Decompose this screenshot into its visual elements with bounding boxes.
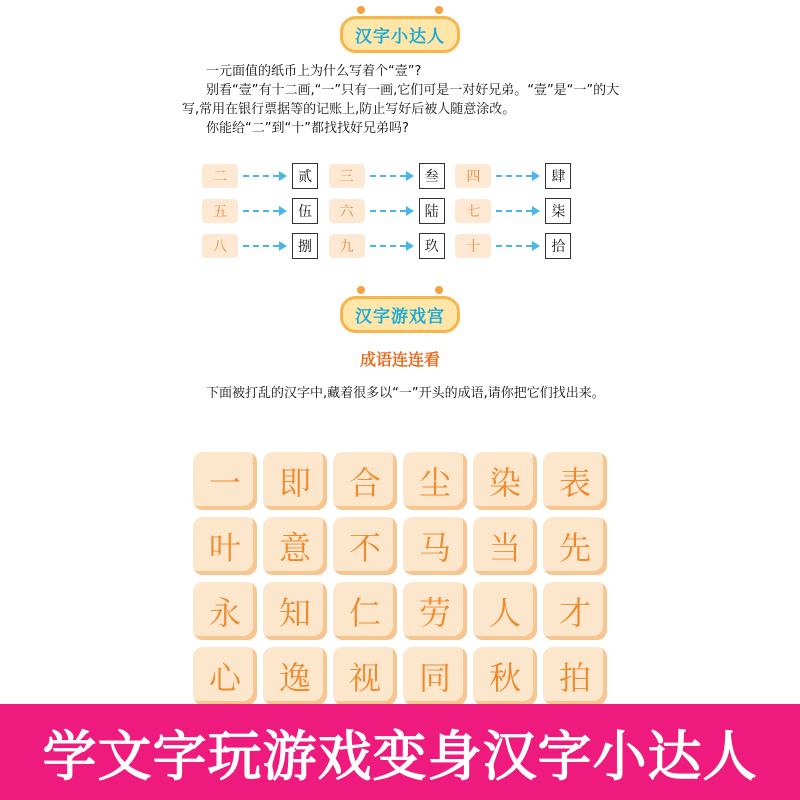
numeral-pair — [202, 163, 329, 189]
character-tile[interactable]: 逸 — [263, 647, 327, 705]
intro-text — [182, 62, 627, 138]
numeral-pair — [202, 198, 329, 224]
character-tile[interactable]: 染 — [473, 452, 537, 510]
character-tile[interactable]: 不 — [333, 517, 397, 575]
numeral-pair — [455, 163, 582, 189]
numeral-lower: 五 — [202, 199, 238, 223]
character-grid — [193, 452, 607, 705]
character-tile[interactable]: 仁 — [333, 582, 397, 640]
character-tile[interactable]: 同 — [403, 647, 467, 705]
pair-row — [202, 228, 582, 263]
intro-explanation: 别看“壹”有十二画,“一”只有一画,它们可是一对好兄弟。“壹”是“一”的大写,常用在银行票据等的记账上,防止写好后被人随意涂改。 — [182, 83, 620, 117]
numeral-lower: 六 — [329, 199, 365, 223]
character-tile[interactable]: 视 — [333, 647, 397, 705]
numeral-capital: 玖 — [419, 233, 445, 259]
numeral-lower: 二 — [202, 164, 238, 188]
numeral-lower: 七 — [455, 199, 491, 223]
badge-label: 汉字小达人 — [340, 16, 460, 53]
character-tile[interactable]: 才 — [543, 582, 607, 640]
numeral-capital: 肆 — [545, 163, 571, 189]
numeral-lower: 十 — [455, 234, 491, 258]
arrow-right-icon — [243, 171, 287, 181]
pair-row — [202, 193, 582, 228]
numeral-pair — [329, 233, 456, 259]
numeral-lower: 九 — [329, 234, 365, 258]
game-description: 下面被打乱的汉字中,藏着很多以“一”开头的成语,请你把它们找出来。 — [206, 386, 605, 401]
promo-banner — [0, 704, 800, 800]
game-title: 成语连连看 — [359, 350, 440, 369]
character-tile[interactable]: 心 — [193, 647, 257, 705]
numeral-pair — [455, 233, 582, 259]
arrow-right-icon — [496, 241, 540, 251]
section-badge-hanzi-youxigong — [340, 286, 460, 333]
character-tile[interactable]: 表 — [543, 452, 607, 510]
arrow-right-icon — [496, 206, 540, 216]
character-tile[interactable]: 马 — [403, 517, 467, 575]
badge-label: 汉字游戏宫 — [340, 296, 460, 333]
numeral-capital: 伍 — [292, 198, 318, 224]
badge-antenna — [357, 6, 443, 16]
numeral-pair — [455, 198, 582, 224]
section-badge-hanzi-xiaodaren — [340, 6, 460, 53]
numeral-pair — [329, 163, 456, 189]
numeral-capital: 捌 — [292, 233, 318, 259]
numeral-pair — [202, 233, 329, 259]
numeral-capital: 拾 — [545, 233, 571, 259]
intro-question: 一元面值的纸币上为什么写着个“壹”? — [206, 64, 422, 79]
arrow-right-icon — [496, 171, 540, 181]
character-tile[interactable]: 秋 — [473, 647, 537, 705]
character-tile[interactable]: 意 — [263, 517, 327, 575]
arrow-right-icon — [370, 241, 414, 251]
pair-row — [202, 158, 582, 193]
character-tile[interactable]: 即 — [263, 452, 327, 510]
character-tile[interactable]: 拍 — [543, 647, 607, 705]
numeral-lower: 八 — [202, 234, 238, 258]
character-tile[interactable]: 人 — [473, 582, 537, 640]
character-tile[interactable]: 知 — [263, 582, 327, 640]
numeral-capital: 陆 — [419, 198, 445, 224]
character-tile[interactable]: 一 — [193, 452, 257, 510]
arrow-right-icon — [243, 241, 287, 251]
character-tile[interactable]: 永 — [193, 582, 257, 640]
character-tile[interactable]: 尘 — [403, 452, 467, 510]
numeral-capital: 贰 — [292, 163, 318, 189]
arrow-right-icon — [243, 206, 287, 216]
numeral-capital: 叁 — [419, 163, 445, 189]
numeral-lower: 三 — [329, 164, 365, 188]
character-tile[interactable]: 合 — [333, 452, 397, 510]
numeral-lower: 四 — [455, 164, 491, 188]
promo-banner-text: 学文字玩游戏变身汉字小达人 — [42, 724, 758, 788]
character-tile[interactable]: 叶 — [193, 517, 257, 575]
arrow-right-icon — [370, 206, 414, 216]
arrow-right-icon — [370, 171, 414, 181]
numeral-pair — [329, 198, 456, 224]
character-tile[interactable]: 当 — [473, 517, 537, 575]
badge-antenna — [357, 286, 443, 296]
numeral-capital: 柒 — [545, 198, 571, 224]
numeral-pairs — [202, 158, 582, 263]
character-tile[interactable]: 先 — [543, 517, 607, 575]
character-tile[interactable]: 劳 — [403, 582, 467, 640]
intro-prompt: 你能给“二”到“十”都找找好兄弟吗? — [206, 121, 409, 136]
